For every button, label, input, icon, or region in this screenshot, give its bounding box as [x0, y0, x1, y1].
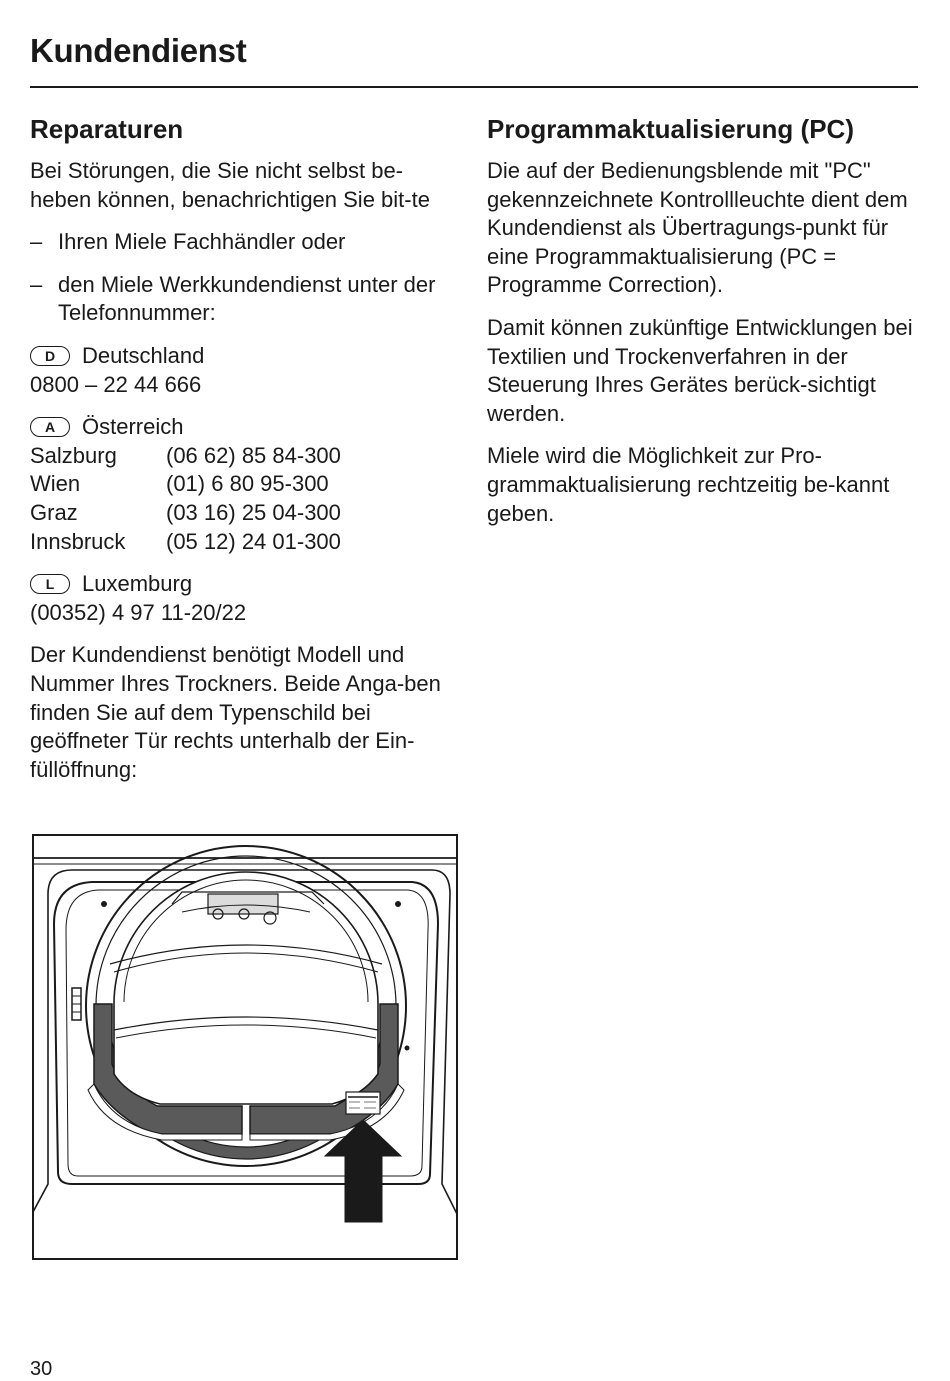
- list-item-text: Ihren Miele Fachhändler oder: [58, 229, 346, 255]
- service-note: Der Kundendienst benötigt Modell und Nummer Ihres Trockners. Beide Anga-ben finden Sie auf dem Typenschild bei geöffneter Tür rechts unterhalb der Ein-füllöffnung:: [30, 642, 441, 782]
- table-row: [30, 499, 341, 528]
- austria-phone-table: [30, 442, 341, 556]
- list-item-text: den Miele Werkkundendienst unter der Telefonnummer:: [58, 271, 436, 326]
- paragraph: Damit können zukünftige Entwicklungen bei Textilien und Trockenverfahren in der Steuerung Ihres Gerätes berück-sichtigt werden.: [487, 314, 913, 426]
- country-code-badge: A: [30, 417, 70, 437]
- phone-number: (03 16) 25 04-300: [166, 499, 341, 525]
- city-name: Graz: [30, 499, 78, 525]
- list-item: [30, 228, 460, 257]
- list-item: [30, 271, 460, 328]
- type-plate: [346, 1092, 380, 1114]
- contact-list: [30, 228, 460, 328]
- dryer-type-plate-illustration: [32, 834, 458, 1260]
- section-heading-program-update: Programmaktualisierung (PC): [487, 114, 854, 144]
- phone-number: (06 62) 85 84-300: [166, 442, 341, 468]
- country-luxembourg: [30, 570, 460, 627]
- table-row: [30, 528, 341, 557]
- screw: [405, 1046, 410, 1051]
- phone-number: (01) 6 80 95-300: [166, 471, 329, 497]
- phone-number: (00352) 4 97 11-20/22: [30, 599, 247, 625]
- city-name: Innsbruck: [30, 528, 126, 554]
- paragraph: Die auf der Bedienungsblende mit "PC" gekennzeichnete Kontrollleuchte dient dem Kundendienst als Übertragungs-punkt für eine Programmaktualisierung (PC = Programme Correction).: [487, 158, 908, 298]
- table-row: [30, 442, 341, 471]
- dash-bullet: –: [30, 271, 43, 297]
- country-austria: [30, 413, 460, 556]
- table-row: [30, 470, 341, 499]
- country-name: Luxemburg: [82, 571, 193, 597]
- dash-bullet: –: [30, 229, 43, 255]
- country-name: Österreich: [82, 414, 184, 440]
- country-code-badge: L: [30, 574, 70, 594]
- screw: [395, 901, 401, 907]
- right-column: [487, 112, 919, 542]
- country-name: Deutschland: [82, 342, 205, 368]
- phone-number: 0800 – 22 44 666: [30, 371, 202, 397]
- page-title: Kundendienst: [30, 32, 247, 69]
- section-heading-repairs: Reparaturen: [30, 114, 184, 144]
- repairs-intro: Bei Störungen, die Sie nicht selbst be-heben können, benachrichtigen Sie bit-te: [30, 158, 430, 212]
- page-number: 30: [30, 1358, 53, 1380]
- screw: [101, 901, 107, 907]
- left-column: [30, 112, 460, 798]
- city-name: Wien: [30, 471, 81, 497]
- paragraph: Miele wird die Möglichkeit zur Pro-grammaktualisierung rechtzeitig be-kannt geben.: [487, 443, 890, 526]
- city-name: Salzburg: [30, 442, 117, 468]
- country-germany: [30, 342, 460, 399]
- title-divider: [30, 86, 918, 88]
- country-code-badge: D: [30, 346, 70, 366]
- phone-number: (05 12) 24 01-300: [166, 528, 341, 554]
